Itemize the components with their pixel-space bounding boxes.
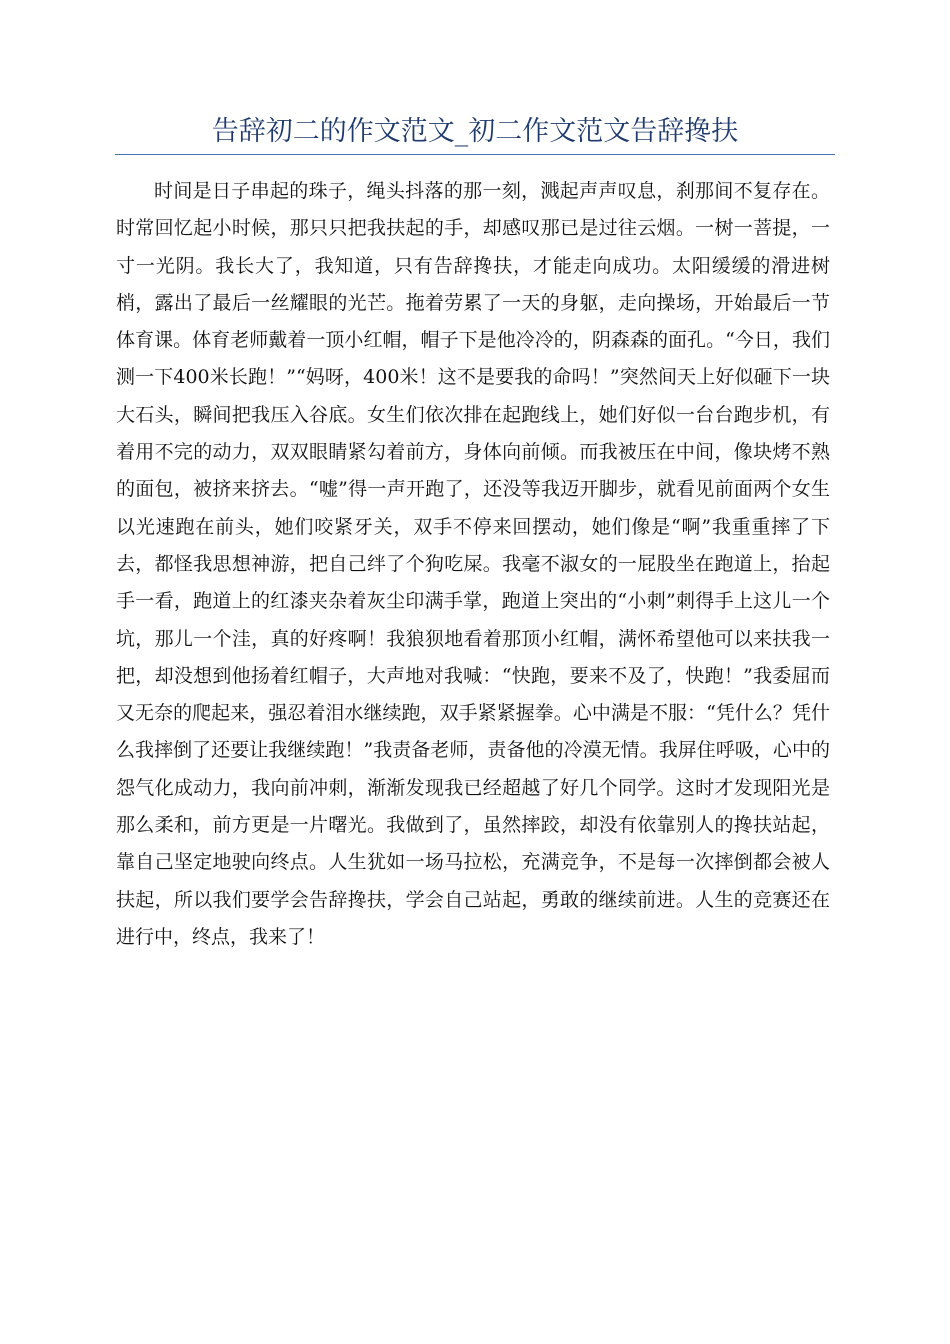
title-underline [115, 154, 835, 155]
document-title: 告辞初二的作文范文_初二作文范文告辞搀扶 [211, 116, 739, 147]
body-paragraph: 时间是日子串起的珠子，绳头抖落的那一刻，溅起声声叹息，刹那间不复存在。时常回忆起小时候，那只只把我扶起的手，却感叹那已是过往云烟。一树一菩提，一寸一光阴。我长大了，我知道，只有告辞搀扶，才能走向成功。太阳缓缓的滑进树梢，露出了最后一丝耀眼的光芒。拖着劳累了一天的身躯，走向操场，开始最后一节体育课。体育老师戴着一顶小红帽，帽子下是他冷冷的，阴森森的面孔。“今日，我们测一下400米长跑！”“妈呀，400米！这不是要我的命吗！”突然间天上好似砸下一块大石头，瞬间把我压入谷底。女生们依次排在起跑线上，她们好似一台台跑步机，有着用不完的动力，双双眼睛紧勾着前方，身体向前倾。而我被压在中间，像块烤不熟的面包，被挤来挤去。“嘘”得一声开跑了，还没等我迈开脚步，就看见前面两个女生以光速跑在前头，她们咬紧牙关，双手不停来回摆动，她们像是“啊”我重重摔了下去，都怪我思想神游，把自己绊了个狗吃屎。我毫不淑女的一屁股坐在跑道上，抬起手一看，跑道上的红漆夹杂着灰尘印满手掌，跑道上突出的“小刺”刺得手上这儿一个坑，那儿一个洼，真的好疼啊！我狼狈地看着那顶小红帽，满怀希望他可以来扶我一把，却没想到他扬着红帽子，大声地对我喊：“快跑，要来不及了，快跑！”我委屈而又无奈的爬起来，强忍着泪水继续跑，双手紧紧握拳。心中满是不服：“凭什么？凭什么我摔倒了还要让我继续跑！”我责备老师，责备他的冷漠无情。我屏住呼吸，心中的怨气化成动力，我向前冲刺，渐渐发现我已经超越了好几个同学。这时才发现阳光是那么柔和，前方更是一片曙光。我做到了，虽然摔跤，却没有依靠别人的搀扶站起，靠自己坚定地驶向终点。人生犹如一场马拉松，充满竞争，不是每一次摔倒都会被人扶起，所以我们要学会告辞搀扶，学会自己站起，勇敢的继续前进。人生的竞赛还在进行中，终点，我来了！ [116, 180, 830, 948]
